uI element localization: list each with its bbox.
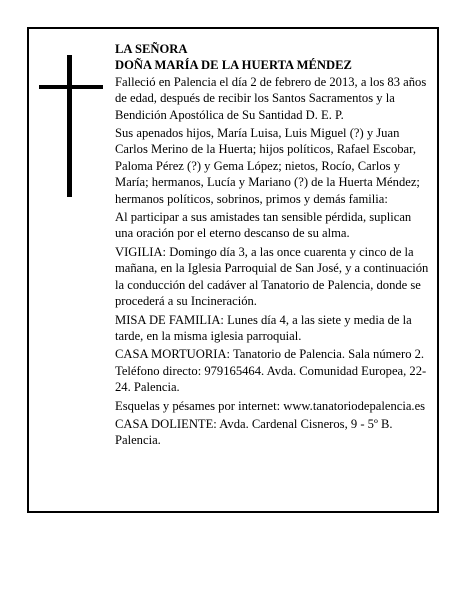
cross-vertical-bar — [67, 55, 72, 197]
notice-title-line2: DOÑA MARÍA DE LA HUERTA MÉNDEZ — [115, 58, 352, 73]
family-paragraph: Sus apenados hijos, María Luisa, Luis Miguel (?) y Juan Carlos Merino de la Huerta; hijos políticos, Rafael Escobar, Paloma Pérez (?) y Gema López; nietos, Rocío, Carlos y María; hermanos, Lucía y Mariano (?) de la Huerta Méndez; hermanos políticos, sobrinos, primos y demás familia: — [115, 126, 420, 206]
prayer-request-paragraph: Al participar a sus amistades tan sensible pérdida, suplican una oración por el eterno descanso de su alma. — [115, 210, 412, 241]
notice-content — [115, 41, 431, 451]
mourning-house-paragraph: CASA DOLIENTE: Avda. Cardenal Cisneros, 9 - 5º B. Palencia. — [115, 416, 393, 448]
cross-icon — [39, 55, 103, 197]
funeral-home-paragraph: CASA MORTUORIA: Tanatorio de Palencia. Sala número 2. Teléfono directo: 979165464. Avda. Comunidad Europea, 22-24. Palencia. — [115, 347, 427, 395]
notice-title-line1: LA SEÑORA — [115, 42, 188, 56]
vigil-paragraph: VIGILIA: Domingo día 3, a las once cuarenta y cinco de la mañana, en la Iglesia Parroquial de San José, y a continuación la conducción del cadáver al Tanatorio de Palencia, donde se procederá a su Incineración. — [115, 244, 429, 309]
death-announcement-paragraph: Falleció en Palencia el día 2 de febrero de 2013, a los 83 años de edad, después de recibir los Santos Sacramentos y la Bendición Apostólica de Su Santidad D. E. P. — [115, 74, 427, 122]
online-condolences-paragraph: Esquelas y pésames por internet: www.tanatoriodepalencia.es — [115, 398, 426, 413]
obituary-notice-frame — [27, 27, 439, 513]
cross-horizontal-bar — [39, 85, 103, 89]
family-mass-paragraph: MISA DE FAMILIA: Lunes día 4, a las siete y media de la tarde, en la misma iglesia parroquial. — [115, 312, 412, 343]
